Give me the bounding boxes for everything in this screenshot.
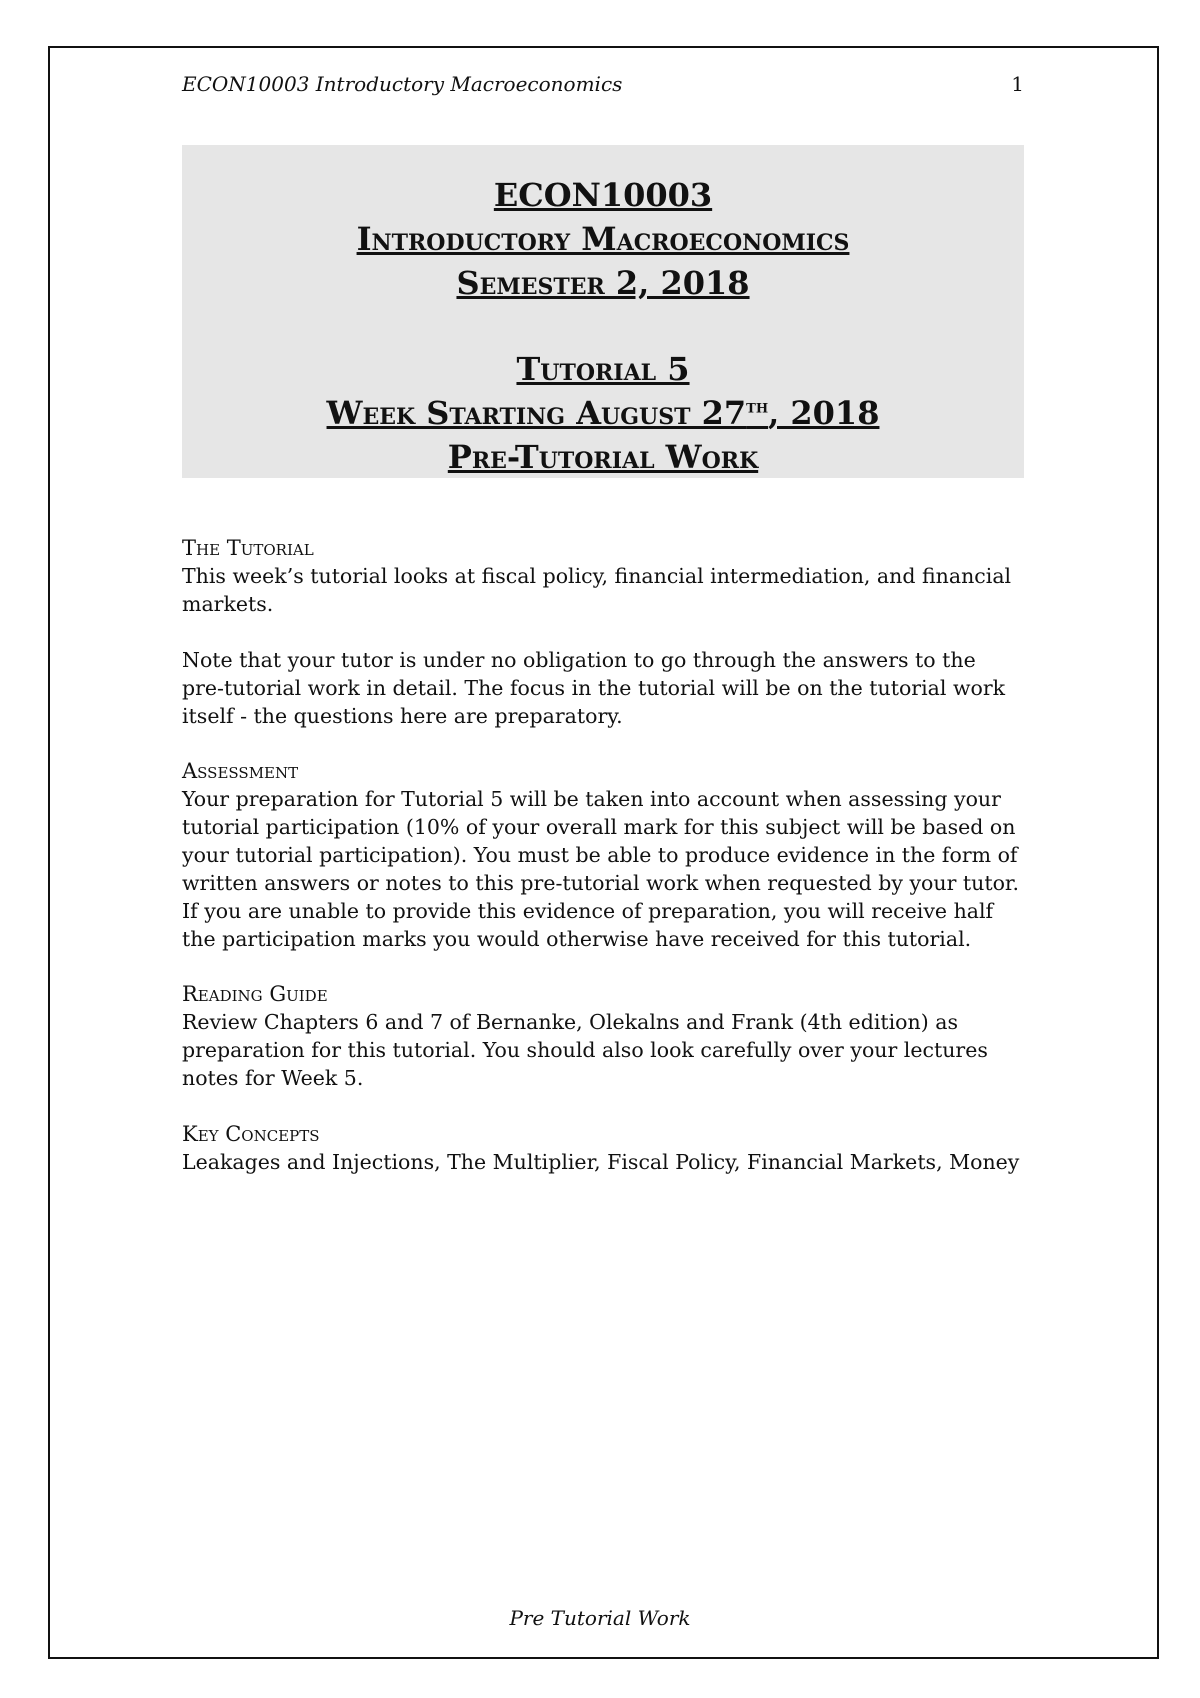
work-type: Pre-Tutorial Work bbox=[447, 438, 759, 476]
section-reading-guide bbox=[182, 980, 1024, 1092]
section-assessment bbox=[182, 757, 1024, 953]
running-title: ECON10003 Introductory Macroeconomics bbox=[182, 72, 623, 96]
week-ordinal: th bbox=[746, 396, 769, 418]
week-starting bbox=[182, 391, 1024, 435]
semester: Semester 2, 2018 bbox=[456, 264, 750, 302]
tutorial-number: Tutorial 5 bbox=[516, 350, 690, 388]
section-heading: The Tutorial bbox=[182, 536, 314, 560]
paragraph: This week’s tutorial looks at fiscal policy, financial intermediation, and financial markets. bbox=[182, 564, 1012, 616]
paragraph: Note that your tutor is under no obligation to go through the answers to the pre-tutorial work in detail. The focus in the tutorial will be on the tutorial work itself - the questions here are preparatory. bbox=[182, 648, 1006, 728]
title-block bbox=[182, 145, 1024, 478]
paragraph: Review Chapters 6 and 7 of Bernanke, Olekalns and Frank (4th edition) as preparation for this tutorial. You should also look carefully over your lectures notes for Week 5. bbox=[182, 1010, 988, 1090]
page-footer: Pre Tutorial Work bbox=[509, 1606, 691, 1630]
section-heading: Reading Guide bbox=[182, 982, 328, 1006]
course-name: Introductory Macroeconomics bbox=[356, 220, 850, 258]
paragraph: Your preparation for Tutorial 5 will be taken into account when assessing your tutorial participation (10% of your overall mark for this subject will be based on your tutorial participation). You must be able to produce evidence in the form of written answers or notes to this pre-tutorial work when requested by your tutor. If you are unable to provide this evidence of preparation, you will receive half the participation marks you would otherwise have received for this tutorial. bbox=[182, 787, 1019, 951]
week-prefix: Week Starting August 27 bbox=[326, 394, 747, 432]
section-tutorial bbox=[182, 534, 1024, 730]
course-code: ECON10003 bbox=[493, 176, 713, 214]
running-header bbox=[182, 72, 1024, 96]
paragraph: Leakages and Injections, The Multiplier, Fiscal Policy, Financial Markets, Money bbox=[182, 1150, 1020, 1174]
section-key-concepts bbox=[182, 1120, 1024, 1176]
page-number: 1 bbox=[1011, 72, 1024, 96]
section-heading: Key Concepts bbox=[182, 1122, 320, 1146]
week-suffix: , 2018 bbox=[768, 394, 880, 432]
section-heading: Assessment bbox=[182, 759, 299, 783]
